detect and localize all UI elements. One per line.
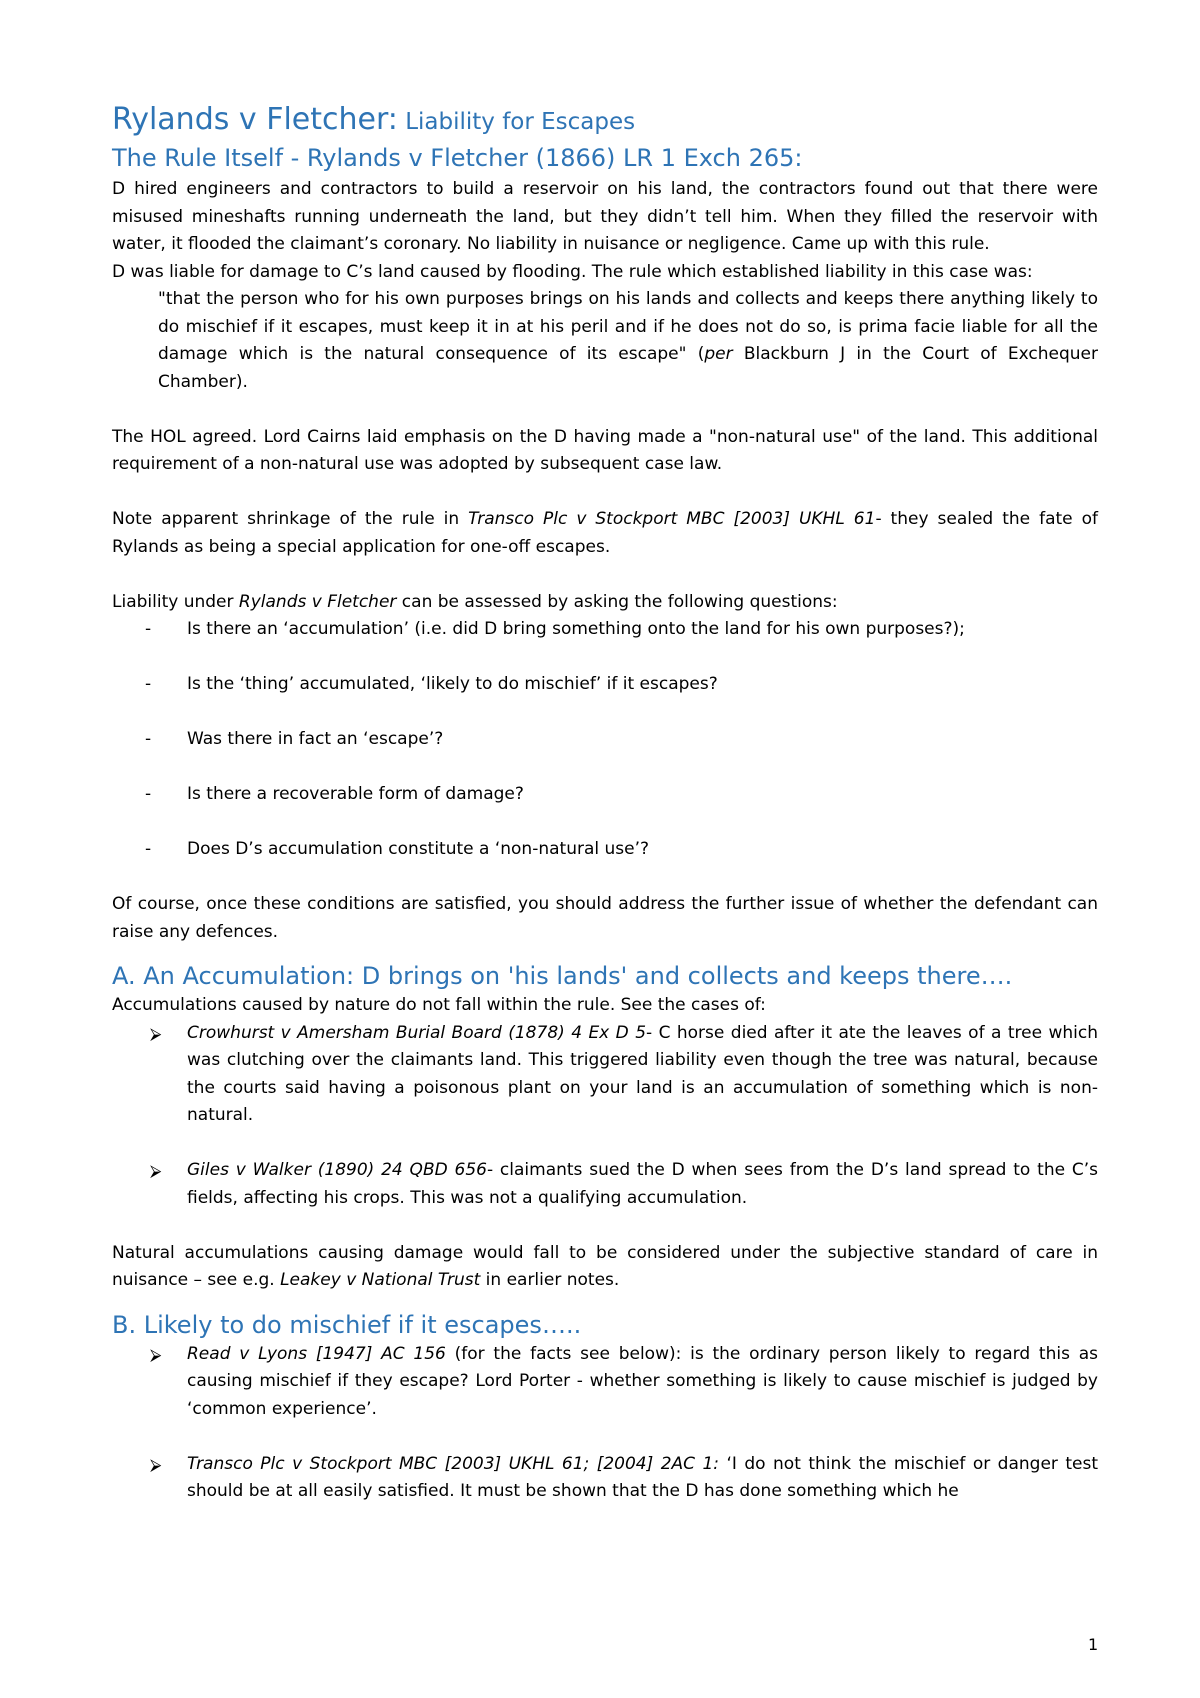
- list-item: ⮚ Crowhurst v Amersham Burial Board (1878) 4 Ex D 5- C horse died after it ate the leaves of a tree which was clutching over the claimants land. This triggered liability even though the tree was natural, because the courts said having a poisonous plant on your land is an accumulation of something which is non-natural.: [112, 1020, 1098, 1130]
- rule-quote: "that the person who for his own purposes brings on his lands and collects and keeps there anything likely to do mischief if it escapes, must keep it in at his peril and if he does not do so, is prima facie liable for all the damage which is the natural consequence of its escape" (per Blackburn J in the Court of Exchequer Chamber).: [158, 289, 1098, 392]
- section-a-cases: [112, 1020, 1098, 1130]
- arrow-bullet-icon: ⮚: [150, 1454, 162, 1474]
- list-item: - Is the ‘thing’ accumulated, ‘likely to do mischief’ if it escapes?: [145, 674, 718, 694]
- transco-note-paragraph: Note apparent shrinkage of the rule in Transco Plc v Stockport MBC [2003] UKHL 61- they sealed the fate of Rylands as being a special application for one-off escapes.: [112, 509, 1098, 557]
- title-sub: Liability for Escapes: [397, 109, 636, 135]
- questions-intro: Liability under Rylands v Fletcher can be assessed by asking the following questions:: [112, 591, 838, 612]
- section-b-heading: B. Likely to do mischief if it escapes…..: [112, 1310, 582, 1339]
- title-main: Rylands v Fletcher:: [112, 102, 398, 137]
- arrow-bullet-icon: ⮚: [150, 1023, 162, 1043]
- section-a-intro: Accumulations caused by nature do not fall within the rule. See the cases of:: [112, 995, 766, 1015]
- list-item: - Does D’s accumulation constitute a ‘non-natural use’?: [145, 839, 650, 859]
- conditions-conclusion: Of course, once these conditions are satisfied, you should address the further issue of whether the defendant can raise any defences.: [112, 894, 1098, 942]
- rule-facts-paragraph: D hired engineers and contractors to build a reservoir on his land, the contractors found out that there were misused mineshafts running underneath the land, but they didn’t tell him. When they filled the reservoir with water, it flooded the claimant’s coronary. No liability in nuisance or negligence. Came up with this rule.: [112, 179, 1098, 254]
- arrow-bullet-icon: ⮚: [150, 1344, 162, 1364]
- section-a-heading: A. An Accumulation: D brings on 'his lands' and collects and keeps there….: [112, 962, 1013, 990]
- hol-paragraph: The HOL agreed. Lord Cairns laid emphasis on the D having made a "non-natural use" of the land. This additional requirement of a non-natural use was adopted by subsequent case law.: [112, 426, 1098, 474]
- list-item: ⮚ Giles v Walker (1890) 24 QBD 656- claimants sued the D when sees from the D’s land spread to the C’s fields, affecting his crops. This was not a qualifying accumulation.: [112, 1157, 1098, 1212]
- section-b-cases: [112, 1341, 1098, 1424]
- page-number: 1: [1088, 1635, 1099, 1654]
- natural-accumulations-paragraph: Natural accumulations causing damage would fall to be considered under the subjective standard of care in nuisance – see e.g. Leakey v National Trust in earlier notes.: [112, 1242, 1098, 1290]
- rule-heading: The Rule Itself - Rylands v Fletcher (1866) LR 1 Exch 265:: [112, 144, 803, 172]
- list-item: - Is there a recoverable form of damage?: [145, 784, 524, 804]
- rule-liability-paragraph: D was liable for damage to C’s land caused by flooding. The rule which established liability in this case was:: [112, 261, 1033, 282]
- arrow-bullet-icon: ⮚: [150, 1161, 162, 1180]
- document-page: [112, 100, 1098, 1506]
- document-title: [112, 100, 1098, 142]
- list-item: - Was there in fact an ‘escape’?: [145, 729, 444, 749]
- list-item: ⮚ Read v Lyons [1947] AC 156 (for the facts see below): is the ordinary person likely to regard this as causing mischief if they escape? Lord Porter - whether something is likely to cause mischief is judged by ‘common experience’.: [112, 1341, 1098, 1424]
- list-item: ⮚ Transco Plc v Stockport MBC [2003] UKHL 61; [2004] 2AC 1: ‘I do not think the mischief or danger test should be at all easily satisfied. It must be shown that the D has done something which he: [112, 1451, 1098, 1506]
- questions-list: [112, 616, 1098, 864]
- list-item: - Is there an ‘accumulation’ (i.e. did D bring something onto the land for his own purposes?);: [145, 619, 965, 639]
